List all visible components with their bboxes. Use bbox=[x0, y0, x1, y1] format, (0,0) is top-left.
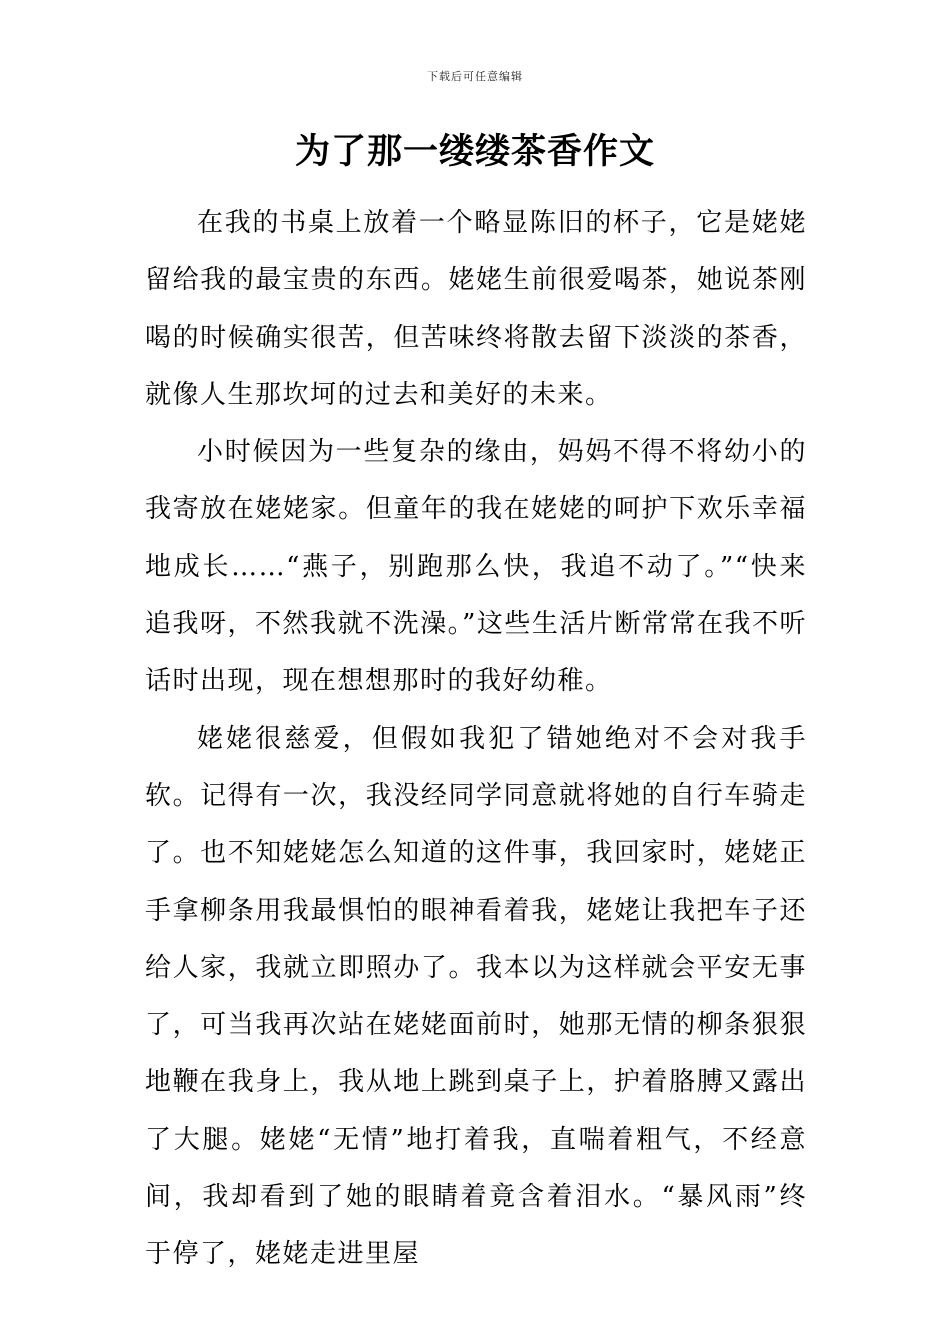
header-note: 下载后可任意编辑 bbox=[427, 70, 523, 83]
paragraph-1: 在我的书桌上放着一个略显陈旧的杯子，它是姥姥留给我的最宝贵的东西。姥姥生前很爱喝茶，她说茶刚喝的时候确实很苦，但苦味终将散去留下淡淡的茶香，就像人生那坎坷的过去和美好的未来。 bbox=[145, 208, 807, 410]
document-title: 为了那一缕缕茶香作文 bbox=[294, 132, 655, 172]
paragraph-2: 小时候因为一些复杂的缘由，妈妈不得不将幼小的我寄放在姥姥家。但童年的我在姥姥的呵护下欢乐幸福地成长……“燕子，别跑那么快，我追不动了。”“快来追我呀，不然我就不洗澡。”这些生活片断常常在我不听话时出现，现在想想那时的我好幼稚。 bbox=[145, 437, 807, 697]
document-body bbox=[145, 195, 807, 1284]
paragraph-3: 姥姥很慈爱，但假如我犯了错她绝对不会对我手软。记得有一次，我没经同学同意就将她的自行车骑走了。也不知姥姥怎么知道的这件事，我回家时，姥姥正手拿柳条用我最惧怕的眼神看着我，姥姥让我把车子还给人家，我就立即照办了。我本以为这样就会平安无事了，可当我再次站在姥姥面前时，她那无情的柳条狠狠地鞭在我身上，我从地上跳到桌子上，护着胳膊又露出了大腿。姥姥“无情”地打着我，直喘着粗气，不经意间，我却看到了她的眼睛着竟含着泪水。“暴风雨”终于停了，姥姥走进里屋 bbox=[145, 723, 807, 1270]
